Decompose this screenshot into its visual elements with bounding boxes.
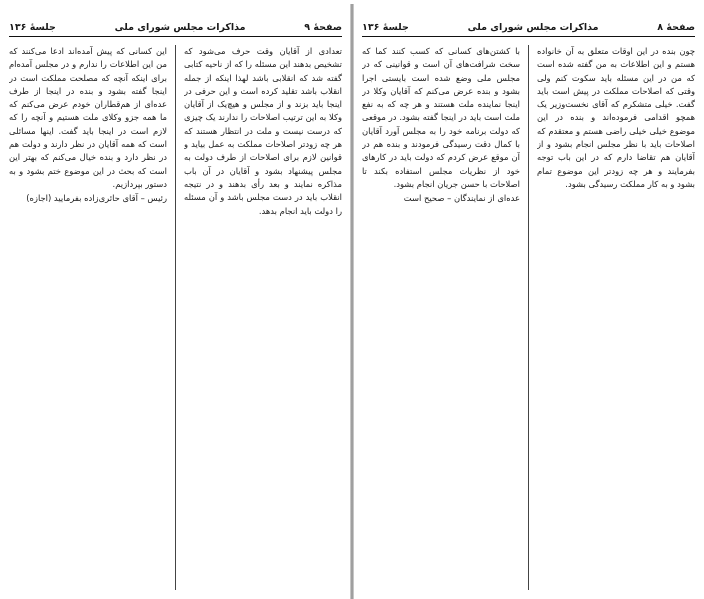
session-label: جلسهٔ ۱۳۶ — [362, 21, 409, 33]
paragraph — [184, 45, 342, 218]
paragraph-text: رئیس – آقای حائری‌زاده بفرمایید (اجازه) — [26, 193, 167, 204]
paragraph — [9, 192, 167, 205]
session-label: جلسهٔ ۱۳۶ — [9, 21, 56, 33]
column-divider — [175, 45, 176, 590]
text-columns — [362, 45, 695, 590]
paragraph — [537, 45, 695, 191]
paragraph — [362, 192, 520, 205]
text-column — [362, 45, 520, 590]
text-column — [9, 45, 167, 590]
page-number: صفحهٔ ۹ — [304, 21, 342, 33]
running-title: مذاکرات مجلس شورای ملی — [114, 21, 246, 33]
text-column — [537, 45, 695, 590]
paragraph-text: چون بنده در این اوقات متعلق به آن خانواده هستم و این اطلاعات به من گفته شده است که من در این مسئله باید سکوت کنم ولی وقتی که اصلاحات مملکت در پیش است باید گفت. خیلی متشکرم که آقای نخست‌وزیر یک همچو اقدامی فرموده‌اند و بنده در این موضوع خیلی خیلی راضی هستم و معتقدم که اصلاحات باید با نظر مجلس انجام بشود و از آقایان هم تقاضا دارم که در این باب توجه بفرمایند و هر چه زودتر این موضوع تمام بشود و به کار مملکت رسیدگی بشود. — [537, 46, 695, 189]
paragraph — [9, 45, 167, 191]
paragraph-text: این کسانی که پیش آمده‌اند ادعا می‌کنند که من این اطلاعات را ندارم و در مجلس آمده‌ام برای اینکه آنچه که مصلحت مملکت است در اینجا گفته بشود و بنده در اینجا از طرف عده‌ای از هم‌قطاران خودم عرض می‌کنم که ما همه جزو وکلای ملت هستیم و آنچه را که لازم است در اینجا باید گفت. اینها مسائلی است که همه آقایان در نظر دارند و دولت هم در نظر دارد و بنده خیال می‌کنم که بهتر این است که بحث در این موضوع ختم بشود و به دستور بپردازیم. — [9, 46, 167, 189]
column-divider — [528, 45, 529, 590]
running-title: مذاکرات مجلس شورای ملی — [467, 21, 599, 33]
right-page — [356, 18, 701, 593]
left-page — [3, 18, 348, 593]
text-columns — [9, 45, 342, 590]
page-number: صفحهٔ ۸ — [657, 21, 695, 33]
paragraph-text: با کشتن‌های کسانی که کسب کنند کما که سخت شرافت‌های آن است و قوانینی که در مجلس ملی وضع شده است بایستی اجرا بشود و بنده عرض می‌کنم که آقایان وکلا در اینجا نماینده ملت هستند و هر چه که به نفع ملت است باید در اینجا گفته بشود. در موقعی که دولت برنامه خود را به مجلس آورد آقایان با کمال دقت رسیدگی فرمودند و بنده هم در آن موقع عرض کردم که دولت باید در کارهای خود از نظریات مجلس استفاده بکند تا اصلاحات با حسن جریان انجام بشود. — [362, 46, 520, 189]
paragraph-text: تعدادی از آقایان وقت حرف می‌شود که تشخیص بدهند این مسئله را که از ناحیه کتابی گفته شد که انقلابی باشد لهذا اینکه از جمله انقلاب باشد تقلید کرده است و این حرفی در اینجا باید بزند و از مجلس و هیچ‌یک از آقایان وکلا به این ترتیب اصلاحات را ندارند یک چیزی که درست نیست و ملت در انتظار هستند که هر چه زودتر اصلاحات مملکت به عمل بیاید و قوانین لازم برای اصلاحات از طرف دولت به مجلس پیشنهاد بشود و آقایان در آن باب مذاکره نمایند و بعد رأی بدهند و در نتیجه انقلاب باید در دست مجلس باشد و آن مسئله را دولت باید انجام بدهد. — [184, 46, 342, 216]
page-header — [9, 18, 342, 37]
text-column — [184, 45, 342, 590]
paragraph — [362, 45, 520, 191]
book-gutter — [350, 4, 354, 599]
paragraph-text: عده‌ای از نمایندگان – صحیح است — [403, 193, 520, 204]
page-header — [362, 18, 695, 37]
